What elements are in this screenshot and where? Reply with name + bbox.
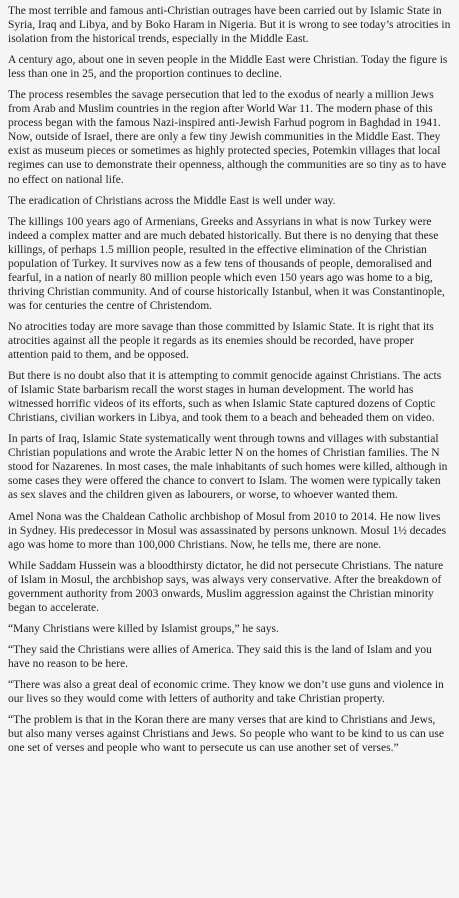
paragraph-quote-koran: “The problem is that in the Koran there are many verses that are kind to Christians and Jews, but also many verses against Christians and Jews. So people who want to be kind to us can use one set of verses and people who want to persecute us can use another set of verses.” — [8, 714, 444, 755]
paragraph-jewish-exodus: The process resembles the savage persecution that led to the exodus of nearly a million Jews from Arab and Muslim countries in the region after World War 11. The modern phase of this process began with the famous Nazi-inspired anti-Jewish Farhud pogrom in Baghdad in 1941. Now, outside of Israel, there are only a few tiny Jewish communities in the Middle East. They exist as museum pieces or sometimes as highly protected species, Potemkin villages that local regimes can use to demonstrate their openness, although the communities are so tiny as to have no effect on national life. — [8, 89, 447, 186]
paragraph-islamic-state-atrocities: No atrocities today are more savage than those committed by Islamic State. It is right that its atrocities against all the people it regards as its enemies should be recorded, have proper attention paid to them, and be opposed. — [8, 320, 434, 362]
paragraph-intro: The most terrible and famous anti-Christian outrages have been carried out by Islamic State in Syria, Iraq and Libya, and by Boko Haram in Nigeria. But it is wrong to see today’s atrocities in isolation from the historical trends, especially in the Middle East. — [8, 5, 451, 46]
paragraph-turkey-killings: The killings 100 years ago of Armenians, Greeks and Assyrians in what is now Turkey were indeed a complex matter and are much debated historically. But there is no denying that these killings, of perhaps 1.5 million people, resulted in the effective elimination of the Christian population of Turkey. It survives now as a few tens of thousands of people, demoralised and fearful, in a nation of nearly 80 million people which even 150 years ago was home to a big, thriving Christian community. And of course historically Istanbul, when it was Constantinople, was for centuries the centre of Christendom. — [8, 215, 445, 312]
paragraph-genocide: But there is no doubt also that it is attempting to commit genocide against Christians. The acts of Islamic State barbarism recall the worst stages in human development. The world has witnessed horrific videos of its efforts, such as when Islamic State captured dozens of Coptic Christians, civilian workers in Libya, and took them to a beach and beheaded them on video. — [8, 370, 442, 425]
paragraph-eradication: The eradication of Christians across the Middle East is well under way. — [8, 194, 336, 207]
paragraph-quote-economic-crime: “There was also a great deal of economic crime. They know we don’t use guns and violence in our lives so they would come with letters of authority and take Christian property. — [8, 678, 444, 706]
paragraph-demographics: A century ago, about one in seven people in the Middle East were Christian. Today the figure is less than one in 25, and the proportion continues to decline. — [8, 54, 448, 81]
article-body — [8, 4, 452, 755]
paragraph-quote-killed: “Many Christians were killed by Islamist groups,” he says. — [8, 622, 279, 635]
paragraph-amel-nona: Amel Nona was the Chaldean Catholic archbishop of Mosul from 2010 to 2014. He now lives in Sydney. His predecessor in Mosul was assassinated by persons unknown. Mosul 1½ decades ago was home to more than 100,000 Christians. Now, he tells me, there are none. — [8, 510, 447, 551]
paragraph-quote-allies: “They said the Christians were allies of America. They said this is the land of Islam and you have no reason to be here. — [8, 643, 432, 670]
paragraph-iraq-nazarenes: In parts of Iraq, Islamic State systematically went through towns and villages with substantial Christian populations and wrote the Arabic letter N on the homes of Christian families. The N stood for Nazarenes. In most cases, the male inhabitants of such homes were killed, although in some cases they were offered the chance to convert to Islam. The women were typically taken as sex slaves and the children given as labourers, or worse, to whoever wanted them. — [8, 433, 448, 502]
paragraph-saddam-hussein: While Saddam Hussein was a bloodthirsty dictator, he did not persecute Christians. The nature of Islam in Mosul, the archbishop says, was always very conservative. After the breakdown of government authority from 2003 onwards, Muslim aggression against the Christian minority began to accelerate. — [8, 559, 444, 614]
